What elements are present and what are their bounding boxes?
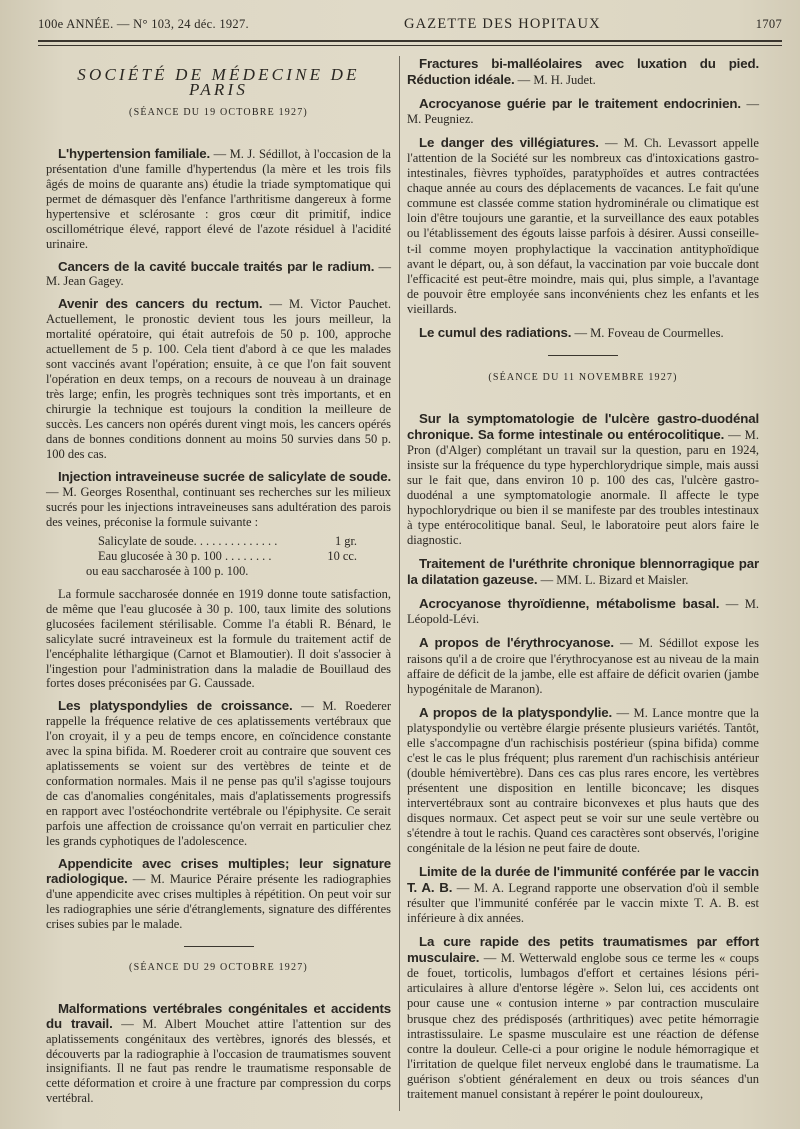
article-body: — M. Victor Pauchet. Actuellement, le pronostic devient tous les jours meilleur, la mortalité opératoire, qui était autrefois de 50 p. 100, approche actuellement de 5 p. 100. Cela tient d'abord à ce que les malades sont vaccinés avant l'opération; ensuite, à ce que l'on fait souvent l'opération en deux temps, on a recours de nouveau à un drainage très large; enfin, les progrès techniques sont très importants, et en chirurgie la technique est toujours la condition la meilleure de succès. Les cancers non opérés durent vingt mois, les cancers opérés dans de bonnes conditions donnent au moins 50 survies dans 50 p. 100 des cas. bbox=[46, 297, 392, 461]
article-body: — M. Peugniez. bbox=[407, 97, 759, 127]
article-title: Le cumul des radiations. bbox=[419, 324, 572, 340]
section-rule bbox=[548, 355, 618, 356]
article bbox=[407, 934, 759, 1102]
article-title: Limite de la durée de l'immunité conférée par le vaccin T. A. B. bbox=[407, 864, 759, 896]
header-rule-thick bbox=[38, 40, 782, 42]
article-title: Avenir des cancers du rectum. bbox=[58, 296, 263, 312]
article bbox=[407, 325, 759, 341]
article bbox=[46, 147, 391, 252]
article-title: Appendicite avec crises multiples; leur signature radiologique. bbox=[46, 855, 391, 886]
article-title: Sur la symptomatologie de l'ulcère gastro-duodénal chronique. Sa forme intestinale ou entérocolitique. bbox=[407, 410, 759, 442]
article-body: — M. Jean Gagey. bbox=[46, 259, 392, 289]
article-body: — M. J. Sédillot, à l'occasion de la présentation d'une famille d'hypertendus (la mère et les trois fils âgés de moins de quarante ans) étudie la triade symptomatique qui permet de démasquer dès l'enfance l'arthritisme dangereux à forme hypertensive et sclérosante : gros cœur dit primitif, indice oscillométrique élevé, rapport élevé de l'azote résiduel à l'acidité urinaire. bbox=[46, 146, 391, 251]
article-body: — M. Ch. Levassort appelle l'attention de la Société sur les nombreux cas d'intoxications gastro-intestinales, fièvres typhoïdes, paratyphoïdes et autres contractées chaque année au cours des déplacements de vacances. Le fait qu'une commune est classée comme station hydrominérale ou climatique est loin d'être toujours une garantie, et la surveillance des eaux potables ou l'établissement des égouts laisse parfois à désirer. Aussi conseille-t-il comme moyen prophylactique la vaccination antityphoïdique avant le départ, ou, à son défaut, la vaccination par voie buccale dont l'efficacité est peut-être moindre, mais qui, plus simple, a l'avantage de pouvoir être employée sans inconvénients chez les enfants et les vieillards. bbox=[407, 136, 759, 316]
session-date: (SÉANCE DU 11 NOVEMBRE 1927) bbox=[488, 371, 678, 383]
article-body: — M. H. Judet. bbox=[514, 73, 596, 88]
running-header bbox=[38, 16, 782, 38]
article-title: Traitement de l'uréthrite chronique blennorragique par la dilatation gazeuse. bbox=[407, 556, 759, 588]
session-date: (SÉANCE DU 29 OCTOBRE 1927) bbox=[129, 961, 308, 973]
article bbox=[46, 260, 391, 290]
article-body: La formule saccharosée donnée en 1919 donne toute satisfaction, de même que l'eau glucosée à 30 p. 100, taux limite des solutions glucosées facilement stérilisable. Comme l'a établi R. Bénard, le salicylate sucré intraveineux est la formule du traitement actif de l'encéphalite léthargique (Carnot et Blamoutier). Il doit s'associer à l'ingestion pour l'administration dans la maladie de Bouillaud des fortes doses préconisées par G. Caussade. bbox=[46, 586, 391, 691]
left-column bbox=[46, 56, 391, 1114]
article bbox=[46, 1002, 391, 1107]
article-title: Injection intraveineuse sucrée de salicylate de soude. bbox=[58, 468, 391, 484]
formula-line: Salicylate de soude. . . . . . . . . . . . . . 1 gr. bbox=[98, 533, 357, 548]
article bbox=[407, 135, 759, 317]
article bbox=[407, 596, 759, 627]
article bbox=[407, 56, 759, 88]
article bbox=[407, 864, 759, 926]
article bbox=[407, 635, 759, 696]
journal-title: GAZETTE DES HOPITAUX bbox=[403, 16, 601, 32]
article-body: — M. Pron (d'Alger) complétant un travail sur la question, paru en 1924, insiste sur la fréquence du type hyperchlorydrique simple, mais aussi sur le fait que, dans environ 10 p. 100 des cas, l'ulcère gastro-duodénal a une symptomatologie anormale. Il affecte le type hypochlorydrique ou bien il se manifeste par des troubles intestinaux à type entérocolitique banal. Seul, le laboratoire peut alors faire le diagnostic. bbox=[407, 427, 759, 548]
article bbox=[407, 411, 759, 548]
article-body: — M. A. Legrand rapporte une observation d'où il semble résulter que l'immunité conférée par le vaccin mixte T. A. B. est inférieure à dix années. bbox=[407, 881, 759, 926]
article-body: — M. Sédillot expose les raisons qu'il a de croire que l'érythrocyanose est au niveau de la main affaire de déficit de la jambe, elle est affaire de déficit ovarien (jambe hypogénitale de Maranon). bbox=[407, 636, 759, 696]
article-title: Le danger des villégiatures. bbox=[419, 135, 599, 151]
column-divider bbox=[399, 56, 400, 1111]
article-body: — M. Foveau de Courmelles. bbox=[571, 325, 724, 340]
article bbox=[46, 857, 391, 932]
formula-line: ou eau saccharosée à 100 p. 100. bbox=[86, 563, 249, 578]
header-rule-thin bbox=[38, 45, 782, 46]
article bbox=[46, 699, 391, 849]
article-title: Les platyspondylies de croissance. bbox=[58, 698, 293, 714]
formula bbox=[46, 534, 391, 579]
article bbox=[407, 556, 759, 588]
article-title: La cure rapide des petits traumatismes par effort musculaire. bbox=[407, 934, 759, 966]
formula-line: Eau glucosée à 30 p. 100 . . . . . . . . 10 cc. bbox=[98, 548, 357, 563]
article-body: — M. Wetterwald englobe sous ce terme les « coups de fouet, torticolis, lumbagos d'effort et certaines lésions péri-articulaires à allure d'entorse légère ». Selon lui, ces accidents ont pour cause une « contusion interne » par contraction musculaire brusque chez des prédisposés (arthritiques) avec petite hémorragie intrastissulaire. Le spasme musculaire est une réaction de défense contre la douleur. Celle-ci a pour origine le nodule hémorragique et l'irritation de quelque filet nerveux englobé dans le traumatisme. La guérison s'obtient généralement en deux ou trois séances d'un traitement manuel consistant à repérer le point douloureux, bbox=[407, 951, 759, 1101]
article-title: Malformations vertébrales congénitales et accidents du travail. bbox=[46, 1000, 391, 1031]
article bbox=[407, 96, 759, 127]
article-title: Fractures bi-malléolaires avec luxation du pied. Réduction idéale. bbox=[407, 56, 759, 88]
article-title: Cancers de la cavité buccale traités par le radium. bbox=[58, 258, 375, 274]
section-rule bbox=[184, 946, 254, 947]
page-number: 1707 bbox=[755, 17, 782, 31]
article-body: — M. Léopold-Lévi. bbox=[407, 597, 759, 627]
article-title: A propos de l'érythrocyanose. bbox=[419, 635, 614, 651]
article-body: — M. Roederer rappelle la fréquence relative de ces aplatissements vertébraux que l'on croyait, il y a peu de temps encore, en coïncidence constante avec la spina bifida. M. Roederer croit au contraire que souvent ces aplatissements se voient sur des vertèbres de teinte et de conformation normales. Mais il ne pense pas qu'il s'agisse toujours de cas d'anomalies congénitales, mais d'aplatissements progressifs en rapport avec l'ostéochondrite vertébrale ou l'épiphysite. Ce serait parfois une affection de croissance qu'on verrait en particulier chez les grands cyphotiques de l'adolescence. bbox=[46, 699, 391, 848]
article-title: L'hypertension familiale. bbox=[58, 145, 211, 161]
article bbox=[46, 297, 391, 461]
article-body: — M. Albert Mouchet attire l'attention sur des aplatissements congénitaux des vertèbres, ignorés des blessés, et découverts par la radiographie à l'occasion de traumatismes souvent insignifiants. Il ne faut pas rendre le traumatisme responsable de cette déformation et croire à une fracture par compression du corps vertébral. bbox=[46, 1016, 391, 1106]
society-title: SOCIÉTÉ DE MÉDECINE DE PARIS bbox=[77, 65, 360, 99]
article bbox=[407, 705, 759, 856]
issue-info: 100e ANNÉE. — N° 103, 24 déc. 1927. bbox=[38, 17, 249, 31]
article-body: — M. Maurice Péraire présente les radiographies d'une appendicite avec crises multiples à répétition. On peut voir sur les radiographies une série d'étranglements, signature des différentes crises subies par le malade. bbox=[46, 871, 391, 931]
article-body: — MM. L. Bizard et Maisler. bbox=[537, 573, 689, 588]
article-title: Acrocyanose guérie par le traitement endocrinien. bbox=[419, 96, 741, 112]
article-title: A propos de la platyspondylie. bbox=[419, 704, 613, 720]
article-body: — M. Lance montre que la platyspondylie ou vertèbre élargie présente plusieurs variétés. Tantôt, elle s'accompagne d'un rachischisis postérieur (spina bifida) comme c'est le cas le plus fréquent; plus rarement d'un rachischisis antérieur (double hémivertèbre). Dans ces cas plus rares encore, les vertèbres présentent une disposition en lentille biconcave; les disques intervertébraux sont au contraire biconvexes et plus hauts que des disques normaux. Cet aspect peut se voir sur une seule vertèbre ou s'étendre à tout le rachis. Quand ces caractères sont observés, l'origine congénitale de la lésion ne peut faire de doute. bbox=[407, 705, 759, 856]
session-date: (SÉANCE DU 19 OCTOBRE 1927) bbox=[129, 106, 308, 118]
article bbox=[46, 470, 391, 530]
article-title: Acrocyanose thyroïdienne, métabolisme basal. bbox=[419, 596, 720, 612]
article-body: — M. Georges Rosenthal, continuant ses recherches sur les milieux sucrés pour les injections intraveineuses sans adultération des parois des veines, préconise la formule suivante : bbox=[46, 484, 391, 529]
right-column bbox=[407, 56, 759, 1110]
